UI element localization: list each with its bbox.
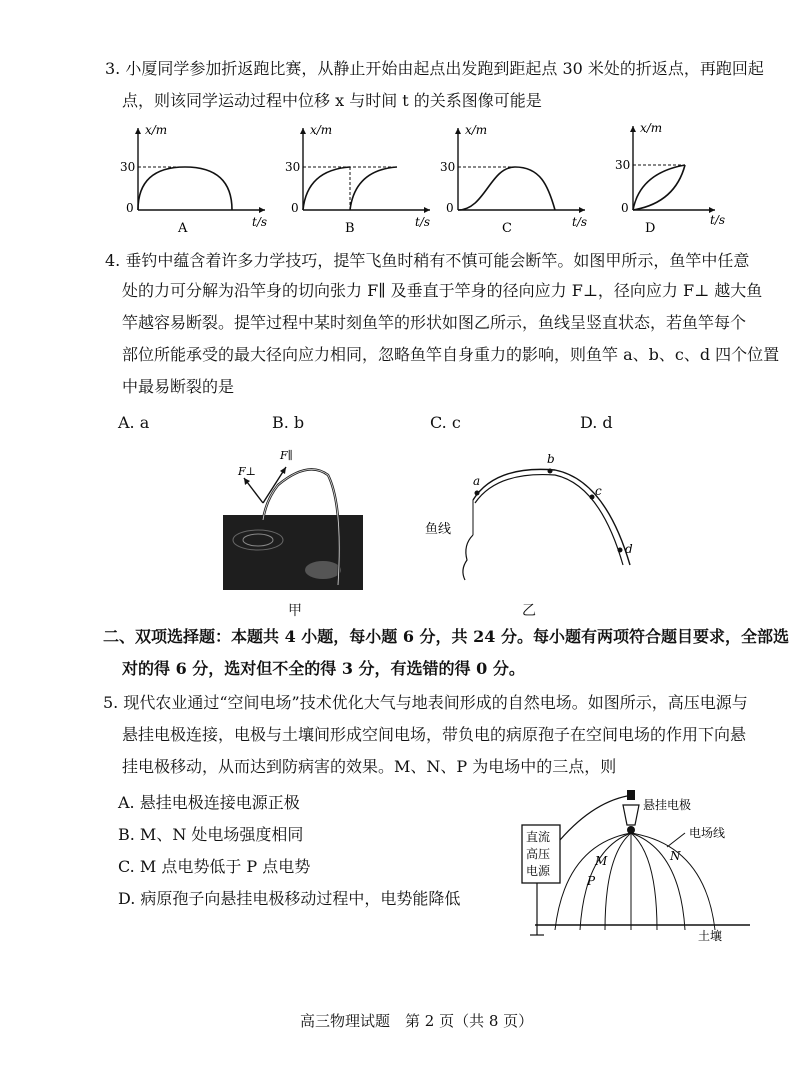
f-perp-label: F⊥ [238, 465, 256, 478]
q5-stem-line2: 悬挂电极连接，电极与土壤间形成空间电场，带负电的病原孢子在空间电场的作用下向悬 [122, 725, 747, 744]
point-c [590, 495, 595, 500]
fig-jia-photo [218, 445, 366, 595]
fig-yi-rod [415, 445, 645, 595]
label-d: d [625, 542, 633, 556]
field-line-label: 电场线 [689, 826, 726, 840]
q5-option-c: C. M 点电势低于 P 点电势 [118, 857, 311, 876]
power-label-2: 高压 [526, 847, 551, 861]
point-b [548, 469, 553, 474]
q4-stem-line5: 中最易断裂的是 [122, 377, 235, 396]
q4-option-d: D. d [580, 413, 613, 432]
q3-stem-line2: 点，则该同学运动过程中位移 x 与时间 t 的关系图像可能是 [122, 91, 542, 110]
q4-option-b: B. b [272, 413, 305, 432]
graph-c-ytick: 30 [440, 160, 456, 174]
q4-stem-line1: 4. 垂钓中蕴含着许多力学技巧，提竿飞鱼时稍有不慎可能会断竿。如图甲所示，鱼竿中任意 [105, 251, 750, 270]
graph-b-label: B [345, 221, 355, 235]
point-p-label: P [587, 874, 596, 888]
graph-d-ytick: 30 [615, 158, 631, 172]
q3-stem-line1: 3. 小厦同学参加折返跑比赛，从静止开始由起点出发跑到距起点 30 米处的折返点，再跑回起 [105, 59, 764, 78]
graph-a [120, 120, 270, 235]
graph-a-curve [138, 167, 232, 210]
label-c: c [595, 484, 602, 498]
point-d [618, 548, 623, 553]
graph-a-ytick: 30 [120, 160, 136, 174]
graph-d-ylabel: x/m [640, 121, 663, 135]
graph-a-ylabel: x/m [145, 123, 168, 137]
q4-option-c: C. c [430, 413, 461, 432]
q4-stem-line2: 处的力可分解为沿竿身的切向张力 F∥ 及垂直于竿身的径向应力 F⊥，径向应力 F⊥ 越大鱼 [122, 281, 763, 300]
point-a [475, 491, 480, 496]
page-footer: 高三物理试题 第 2 页（共 8 页） [300, 1012, 534, 1030]
graph-d-xlabel: t/s [710, 213, 726, 227]
fishing-line-label: 鱼线 [425, 522, 452, 537]
electrode-label: 悬挂电极 [643, 798, 692, 812]
graph-c-xlabel: t/s [572, 215, 588, 229]
graph-d-label: D [645, 221, 656, 235]
graph-c-ylabel: x/m [465, 123, 488, 137]
power-label-1: 直流 [526, 830, 551, 844]
graph-a-label: A [178, 221, 188, 235]
section2-line1: 二、双项选择题：本题共 4 小题，每小题 6 分，共 24 分。每小题有两项符合题目要求，全部选 [103, 627, 789, 646]
graph-a-xlabel: t/s [252, 215, 268, 229]
graph-c-origin: 0 [446, 201, 454, 215]
graph-c [440, 120, 590, 235]
graph-c-label: C [502, 221, 512, 235]
label-a: a [473, 474, 481, 488]
point-m-label: M [595, 854, 608, 868]
graph-d-origin: 0 [621, 201, 629, 215]
fig-yi-caption: 乙 [522, 603, 536, 619]
graph-a-origin: 0 [126, 201, 134, 215]
point-n-label: N [670, 849, 681, 863]
graph-b-origin: 0 [291, 201, 299, 215]
fig-jia-caption: 甲 [288, 603, 302, 619]
q4-stem-line4: 部位所能承受的最大径向应力相同，忽略鱼竿自身重力的影响，则鱼竿 a、b、c、d 四个位置 [122, 345, 780, 364]
q4-stem-line3: 竿越容易断裂。提竿过程中某时刻鱼竿的形状如图乙所示，鱼线呈竖直状态，若鱼竿每个 [122, 313, 747, 332]
graph-d [615, 118, 765, 235]
q5-field-figure [515, 785, 755, 950]
graph-b-xlabel: t/s [415, 215, 431, 229]
f-par-label: F∥ [280, 449, 293, 462]
q5-option-b: B. M、N 处电场强度相同 [118, 825, 304, 844]
graph-b-ylabel: x/m [310, 123, 333, 137]
section2-line2: 对的得 6 分，选对但不全的得 3 分，有选错的得 0 分。 [122, 659, 525, 678]
label-b: b [547, 452, 555, 466]
q5-option-d: D. 病原孢子向悬挂电极移动过程中，电势能降低 [118, 889, 461, 908]
soil-label: 土壤 [698, 929, 723, 943]
graph-b [285, 120, 435, 235]
q4-option-a: A. a [118, 413, 150, 432]
q5-stem-line1: 5. 现代农业通过“空间电场”技术优化大气与地表间形成的自然电场。如图所示，高压电源与 [103, 693, 748, 712]
power-label-3: 电源 [526, 864, 551, 878]
graph-b-ytick: 30 [285, 160, 301, 174]
q5-option-a: A. 悬挂电极连接电源正极 [118, 793, 300, 812]
q5-stem-line3: 挂电极移动，从而达到防病害的效果。M、N、P 为电场中的三点，则 [122, 757, 617, 776]
